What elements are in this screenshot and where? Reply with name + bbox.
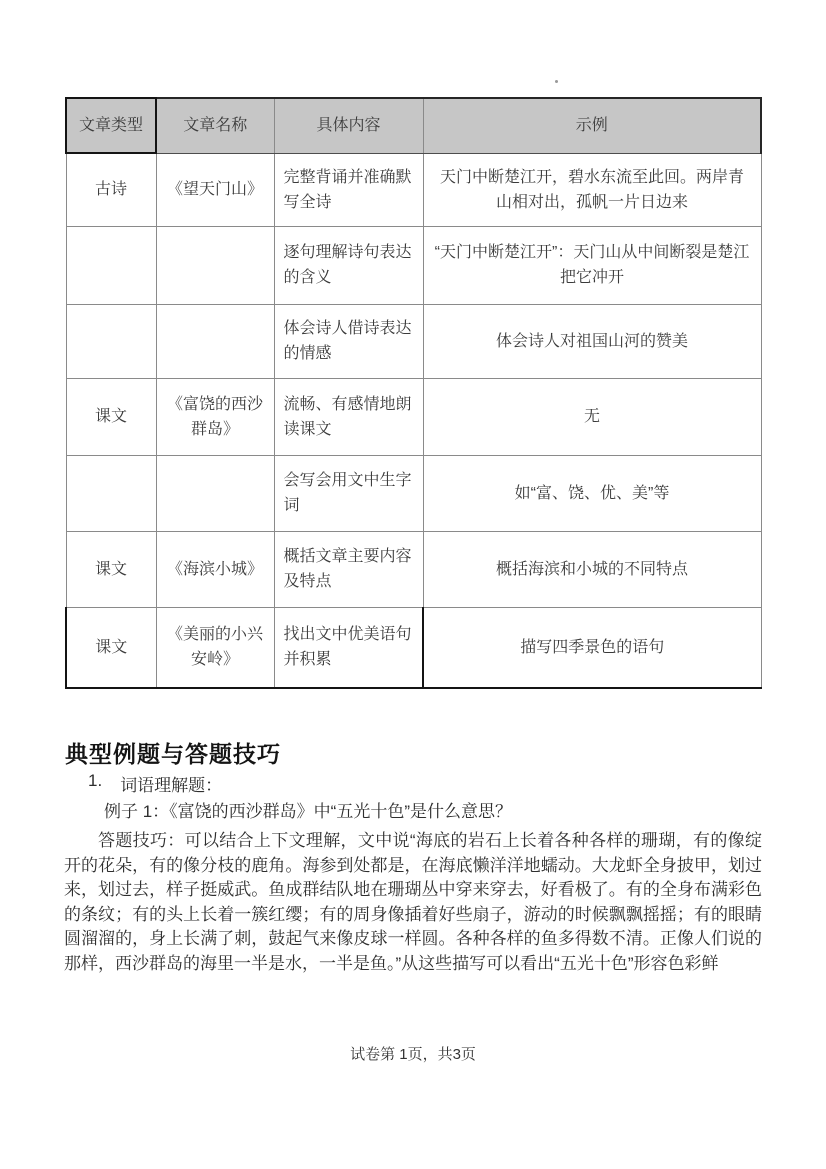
cell-specific-content: 体会诗人借诗表达的情感 <box>274 304 423 378</box>
cell-article-type: 课文 <box>66 378 156 455</box>
cell-article-type: 课文 <box>66 607 156 688</box>
cell-article-name: 《海滨小城》 <box>156 531 274 607</box>
table-row <box>66 226 761 304</box>
cell-article-name <box>156 455 274 531</box>
cell-example: 描写四季景色的语句 <box>423 607 761 688</box>
cell-article-name: 《美丽的小兴安岭》 <box>156 607 274 688</box>
section-heading: 典型例题与答题技巧 <box>65 741 281 767</box>
column-header-article-name: 文章名称 <box>156 98 274 153</box>
cell-specific-content: 完整背诵并准确默写全诗 <box>274 153 423 226</box>
cell-article-type: 课文 <box>66 531 156 607</box>
review-summary-table <box>65 97 762 689</box>
numbered-list-item <box>88 771 222 796</box>
cell-example: 天门中断楚江开，碧水东流至此回。两岸青山相对出，孤帆一片日边来 <box>423 153 761 226</box>
cell-article-type: 古诗 <box>66 153 156 226</box>
cell-specific-content: 找出文中优美语句并积累 <box>274 607 423 688</box>
cell-article-name <box>156 304 274 378</box>
table-row <box>66 531 761 607</box>
cell-specific-content: 会写会用文中生字词 <box>274 455 423 531</box>
table-row <box>66 378 761 455</box>
cell-example: “天门中断楚江开”：天门山从中间断裂是楚江把它冲开 <box>423 226 761 304</box>
table-header-row <box>66 98 761 153</box>
cell-article-type <box>66 455 156 531</box>
page-footer: 试卷第 1页，共3页 <box>350 1046 476 1063</box>
table-row <box>66 607 761 688</box>
column-header-specific-content: 具体内容 <box>274 98 423 153</box>
column-header-article-type: 文章类型 <box>66 98 156 153</box>
cell-article-name <box>156 226 274 304</box>
cell-specific-content: 逐句理解诗句表达的含义 <box>274 226 423 304</box>
list-item-label: 词语理解题： <box>120 776 223 795</box>
cell-example: 体会诗人对祖国山河的赞美 <box>423 304 761 378</box>
table-row <box>66 153 761 226</box>
answer-technique-paragraph: 答题技巧：可以结合上下文理解，文中说“海底的岩石上长着各种各样的珊瑚，有的像绽开的花朵，有的像分枝的鹿角。海参到处都是，在海底懒洋洋地蠕动。大龙虾全身披甲，划过来，划过去，样子挺威武。鱼成群结队地在珊瑚丛中穿来穿去，好看极了。有的全身布满彩色的条纹；有的头上长着一簇红缨；有的周身像插着好些扇子，游动的时候飘飘摇摇；有的眼睛圆溜溜的，身上长满了刺，鼓起气来像皮球一样圆。各种各样的鱼多得数不清。正像人们说的那样，西沙群岛的海里一半是水，一半是鱼。”从这些描写可以看出“五光十色”形容色彩鲜 <box>64 831 762 973</box>
cell-article-type <box>66 226 156 304</box>
table-row <box>66 455 761 531</box>
table-row <box>66 304 761 378</box>
column-header-example: 示例 <box>423 98 761 153</box>
cell-specific-content: 流畅、有感情地朗读课文 <box>274 378 423 455</box>
cell-specific-content: 概括文章主要内容及特点 <box>274 531 423 607</box>
list-item-number: 1. <box>88 771 103 790</box>
example-question: 例子 1：《富饶的西沙群岛》中“五光十色”是什么意思？ <box>104 802 512 821</box>
cell-example: 概括海滨和小城的不同特点 <box>423 531 761 607</box>
cell-example: 无 <box>423 378 761 455</box>
cell-article-type <box>66 304 156 378</box>
cell-article-name: 《望天门山》 <box>156 153 274 226</box>
cell-article-name: 《富饶的西沙群岛》 <box>156 378 274 455</box>
cell-example: 如“富、饶、优、美”等 <box>423 455 761 531</box>
stray-dot-artifact <box>555 80 558 83</box>
